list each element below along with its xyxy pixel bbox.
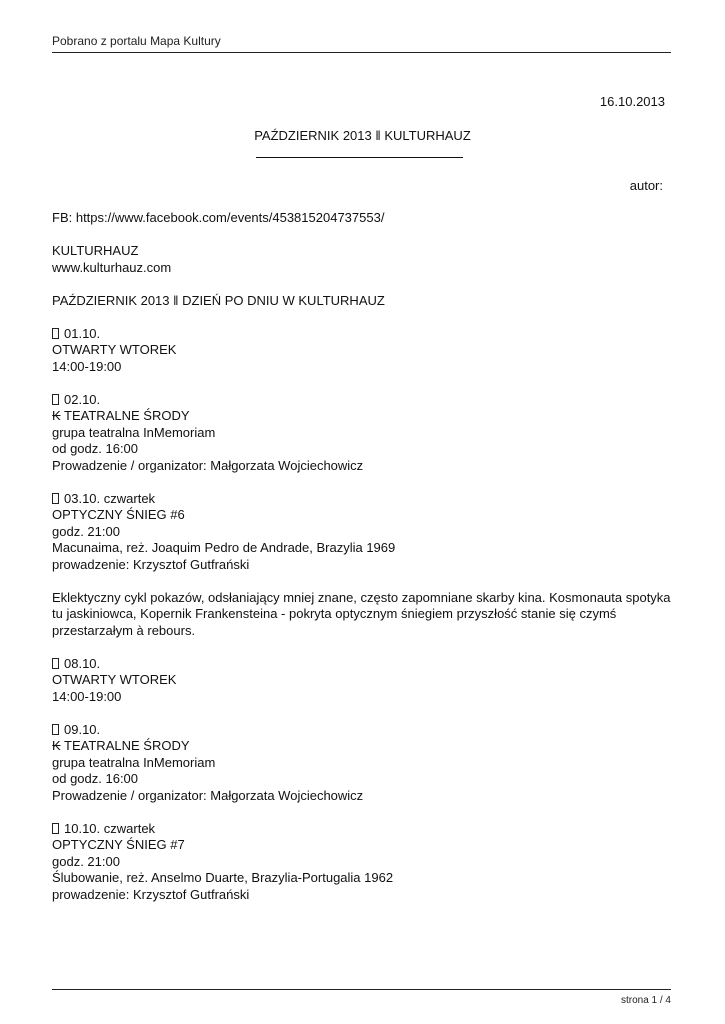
event-date: 03.10. czwartek	[64, 490, 156, 506]
event-date: 10.10. czwartek	[64, 820, 156, 836]
checkbox-glyph-icon	[52, 823, 59, 834]
schedule-subtitle: PAŹDZIERNIK 2013 ‖ DZIEŃ PO DNIU W KULTURHAUZ	[52, 292, 385, 308]
event-entry	[52, 656, 672, 706]
event-line: grupa teatralna InMemoriam	[52, 424, 216, 440]
event-line: prowadzenie: Krzysztof Gutfrański	[52, 556, 250, 572]
event-date: 08.10.	[64, 655, 101, 671]
facebook-link[interactable]: FB: https://www.facebook.com/events/453815204737553/	[52, 210, 385, 225]
author-label: autor:	[629, 178, 663, 193]
event-line: godz. 21:00	[52, 853, 120, 869]
event-line: godz. 21:00	[52, 523, 120, 539]
event-entry	[52, 722, 672, 805]
event-line: ₭ TEATRALNE ŚRODY	[52, 408, 190, 423]
event-line: 14:00-19:00	[52, 688, 122, 704]
event-line: grupa teatralna InMemoriam	[52, 754, 216, 770]
page-number: strona 1 / 4	[620, 995, 671, 1006]
event-line: OPTYCZNY ŚNIEG #7	[52, 837, 185, 852]
event-entry	[52, 491, 672, 574]
checkbox-glyph-icon	[52, 328, 59, 339]
event-line: prowadzenie: Krzysztof Gutfrański	[52, 886, 250, 902]
organization-name: KULTURHAUZ	[52, 243, 139, 258]
event-description: Eklektyczny cykl pokazów, odsłaniający mniej znane, często zapomniane skarby kina. Kosmonauta spotyka tu jaskiniowca, Kopernik Frankensteina - pokryta optycznym śniegiem przyszłość stanie się czymś przestarzałym à rebours.	[52, 589, 671, 638]
header-divider	[52, 52, 671, 53]
checkbox-glyph-icon	[52, 724, 59, 735]
event-date: 09.10.	[64, 721, 101, 737]
footer-divider	[52, 989, 671, 990]
checkbox-glyph-icon	[52, 394, 59, 405]
event-line: OTWARTY WTOREK	[52, 342, 177, 357]
event-entry	[52, 821, 672, 904]
organization-url[interactable]: www.kulturhauz.com	[52, 259, 172, 275]
event-line: od godz. 16:00	[52, 771, 139, 786]
document-date: 16.10.2013	[599, 94, 665, 109]
event-date: 02.10.	[64, 391, 101, 407]
event-line: Prowadzenie / organizator: Małgorzata Wojciechowicz	[52, 457, 364, 473]
event-line: 14:00-19:00	[52, 358, 122, 374]
event-line: od godz. 16:00	[52, 441, 139, 456]
event-line: OTWARTY WTOREK	[52, 672, 177, 687]
checkbox-glyph-icon	[52, 493, 59, 504]
event-line: Ślubowanie, reż. Anselmo Duarte, Brazylia-Portugalia 1962	[52, 870, 394, 885]
event-line: OPTYCZNY ŚNIEG #6	[52, 507, 185, 522]
checkbox-glyph-icon	[52, 658, 59, 669]
event-entry	[52, 392, 672, 475]
event-date: 01.10.	[64, 325, 101, 341]
event-line: ₭ TEATRALNE ŚRODY	[52, 738, 190, 753]
event-line: Prowadzenie / organizator: Małgorzata Wojciechowicz	[52, 787, 364, 803]
event-entry	[52, 326, 672, 376]
document-body	[52, 210, 672, 920]
title-underline	[256, 157, 463, 158]
page-header-source: Pobrano z portalu Mapa Kultury	[52, 34, 221, 48]
event-line: Macunaima, reż. Joaquim Pedro de Andrade, Brazylia 1969	[52, 540, 396, 555]
document-title: PAŹDZIERNIK 2013 ‖ KULTURHAUZ	[254, 128, 471, 143]
